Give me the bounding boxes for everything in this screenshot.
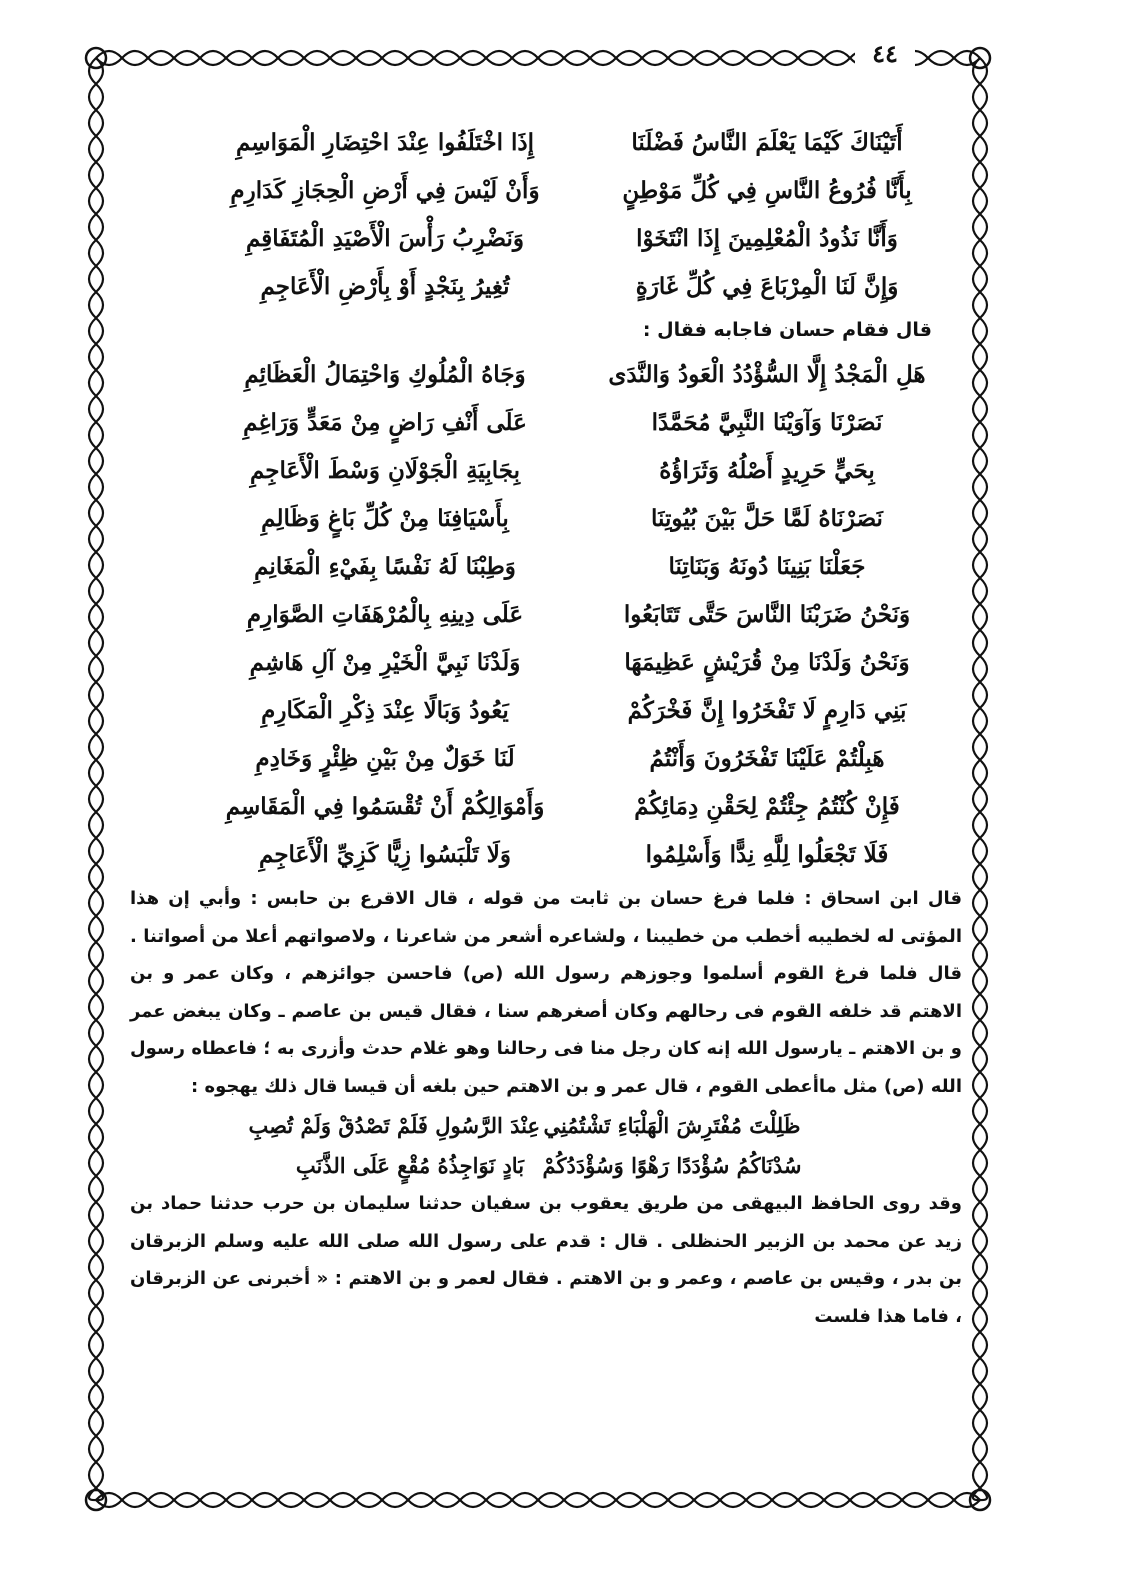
- verse-line: [120, 590, 962, 638]
- first-hemistich: فَإِنْ كُنْتُمُ جِئْتُمْ لِحَقْنِ دِمَائِكُمْ: [634, 792, 900, 820]
- first-hemistich: سُدْنَاكُمُ سُؤْدَدًا رَهْوًا وَسُؤْدَدُكُمْ: [542, 1152, 802, 1178]
- second-hemistich: وَلَدْنَا نَبِيَّ الْخَيْرِ مِنْ آلِ هَاشِمِ: [249, 648, 521, 676]
- poem-2: [120, 350, 962, 878]
- second-hemistich: وَلَا تَلْبَسُوا زِيًّا كَزِيِّ الْأَعَاجِمِ: [259, 840, 511, 868]
- verse-line: [120, 118, 962, 166]
- second-hemistich: بِجَابِيَةِ الْجَوْلَانِ وَسْطَ الْأَعَاجِمِ: [249, 456, 521, 484]
- first-hemistich: هَبِلْتُمْ عَلَيْنَا تَفْخَرُونَ وَأَنْتُمُ: [649, 744, 885, 772]
- second-hemistich: وَأَمْوَالِكُمْ أَنْ تُقْسَمُوا فِي الْمَقَاسِمِ: [225, 792, 545, 820]
- first-hemistich: بِأَنَّا فُرُوعُ النَّاسِ فِي كُلِّ مَوْطِنٍ: [622, 176, 912, 204]
- first-hemistich: بَنِي دَارِمٍ لَا تَفْخَرُوا إِنَّ فَخْرَكُمْ: [627, 696, 907, 724]
- second-hemistich: عَلَى دِينِهِ بِالْمُرْهَفَاتِ الصَّوَارِمِ: [246, 600, 524, 628]
- verse-line: [120, 350, 962, 398]
- second-hemistich: إِذَا اخْتَلَفُوا عِنْدَ احْتِضَارِ الْمَوَاسِمِ: [235, 128, 534, 156]
- verse-line: [120, 494, 962, 542]
- first-hemistich: وَنَحْنُ ضَرَبْنَا النَّاسَ حَتَّى تَتَابَعُوا: [623, 600, 911, 628]
- first-hemistich: هَلِ الْمَجْدُ إِلَّا السُّؤْدُدُ الْعَودُ وَالنَّدَى: [608, 360, 926, 388]
- second-hemistich: عَلَى أَنْفِ رَاضٍ مِنْ مَعَدٍّ وَرَاغِمِ: [243, 408, 527, 436]
- verse-line: [120, 1145, 962, 1185]
- first-hemistich: وَنَحْنُ وَلَدْنَا مِنْ قُرَيْشٍ عَظِيمَهَا: [624, 648, 910, 676]
- poem-1: [120, 118, 962, 310]
- verse-line: [120, 830, 962, 878]
- second-hemistich: بِأَسْيَافِنَا مِنْ كُلِّ بَاغٍ وَظَالِمِ: [261, 504, 509, 532]
- verse-line: [120, 686, 962, 734]
- second-hemistich: وَجَاهُ الْمُلُوكِ وَاحْتِمَالُ الْعَظَائِمِ: [244, 360, 526, 388]
- first-hemistich: بِحَيٍّ حَرِيدٍ أَصْلُهُ وَثَرَاؤُهُ: [659, 456, 875, 484]
- second-hemistich: يَعُودُ وَبَالًا عِنْدَ ذِكْرِ الْمَكَارِمِ: [261, 696, 509, 724]
- verse-line: [120, 262, 962, 310]
- prose-paragraph: وقد روى الحافظ البيهقى من طريق يعقوب بن سفيان حدثنا سليمان بن حرب حدثنا حماد بن زيد عن محمد بن الزبير الحنظلى . قال : قدم على رسول الله صلى الله عليه وسلم الزبرقان بن بدر ، وقيس بن عاصم ، وعمر و بن الاهتم . فقال لعمر و بن الاهتم : « أخبرنى عن الزبرقان ، فاما هذا فلست: [130, 1193, 962, 1327]
- verse-line: [120, 782, 962, 830]
- verse-line: [120, 446, 962, 494]
- second-hemistich: بَادٍ نَوَاجِذُهُ مُقْعٍ عَلَى الذَّنَبِ: [295, 1152, 525, 1178]
- verse-line: [120, 1105, 962, 1145]
- first-hemistich: وَأَنَّا نَذُودُ الْمُعْلِمِينَ إِذَا انْتَخَوْا: [636, 224, 898, 252]
- first-hemistich: فَلَا تَجْعَلُوا لِلَّهِ نِدًّا وَأَسْلِمُوا: [645, 840, 889, 868]
- second-hemistich: تُغِيرُ بِنَجْدٍ أَوْ بِأَرْضِ الْأَعَاجِمِ: [260, 272, 510, 300]
- first-hemistich: جَعَلْنَا بَنِينَا دُونَهُ وَبَنَاتِنَا: [668, 552, 866, 580]
- verse-line: [120, 398, 962, 446]
- second-hemistich: عِنْدَ الرَّسُولِ فَلَمْ تَصْدُقْ وَلَمْ تُصِبِ: [248, 1112, 540, 1138]
- verse-line: [120, 638, 962, 686]
- verse-line: [120, 214, 962, 262]
- verse-line: [120, 734, 962, 782]
- first-hemistich: نَصَرْنَا وَآوَيْنَا النَّبِيَّ مُحَمَّدًا: [651, 408, 883, 436]
- page-number: ٤٤: [855, 38, 915, 70]
- first-hemistich: نَصَرْنَاهُ لَمَّا حَلَّ بَيْنَ بُيُوتِنَا: [651, 504, 883, 532]
- second-hemistich: وَأَنْ لَيْسَ فِي أَرْضِ الْحِجَازِ كَدَارِمِ: [230, 176, 540, 204]
- first-hemistich: ظَلِلْتَ مُفْتَرِشَ الْهَلْبَاءِ تَشْتُمُنِي: [543, 1112, 801, 1138]
- second-hemistich: وَطِبْنَا لَهُ نَفْسًا بِفَيْءِ الْمَغَانِمِ: [254, 552, 516, 580]
- second-hemistich: وَنَضْرِبُ رَأْسَ الْأَصْيَدِ الْمُتَفَاقِمِ: [245, 224, 525, 252]
- verse-line: [120, 542, 962, 590]
- verse-line: [120, 166, 962, 214]
- poem-3: [120, 1105, 962, 1185]
- prose-paragraph: قال ابن اسحاق : فلما فرغ حسان بن ثابت من قوله ، قال الاقرع بن حابس : وأبي إن هذا المؤتى له لخطيبه أخطب من خطيبنا ، ولشاعره أشعر من شاعرنا ، ولاصواتهم أعلا من أصواتنا . قال فلما فرغ القوم أسلموا وجوزهم رسول الله (ص) فاحسن جوائزهم ، وكان عمر و بن الاهتم قد خلفه القوم فى رحالهم وكان أصغرهم سنا ، فقال قيس بن عاصم ـ وكان يبغض عمر و بن الاهتم ـ يارسول الله إنه كان رجل منا فى رحالنا وهو غلام حدث وأزرى به ؛ فاعطاه رسول الله (ص) مثل ماأعطى القوم ، قال عمر و بن الاهتم حين بلغه أن قيسا قال ذلك يهجوه :: [130, 888, 962, 1097]
- first-hemistich: وَإِنَّ لَنَا الْمِرْبَاعَ فِي كُلِّ غَارَةٍ: [635, 272, 899, 300]
- first-hemistich: أَتَيْنَاكَ كَيْمَا يَعْلَمَ النَّاسُ فَضْلَنَا: [631, 128, 903, 156]
- second-hemistich: لَنَا خَوَلٌ مِنْ بَيْنِ ظِئْرٍ وَخَادِمِ: [255, 744, 515, 772]
- page-content: [120, 118, 962, 1335]
- poem-2-intro: قال فقام حسان فاجابه فقال :: [642, 319, 932, 341]
